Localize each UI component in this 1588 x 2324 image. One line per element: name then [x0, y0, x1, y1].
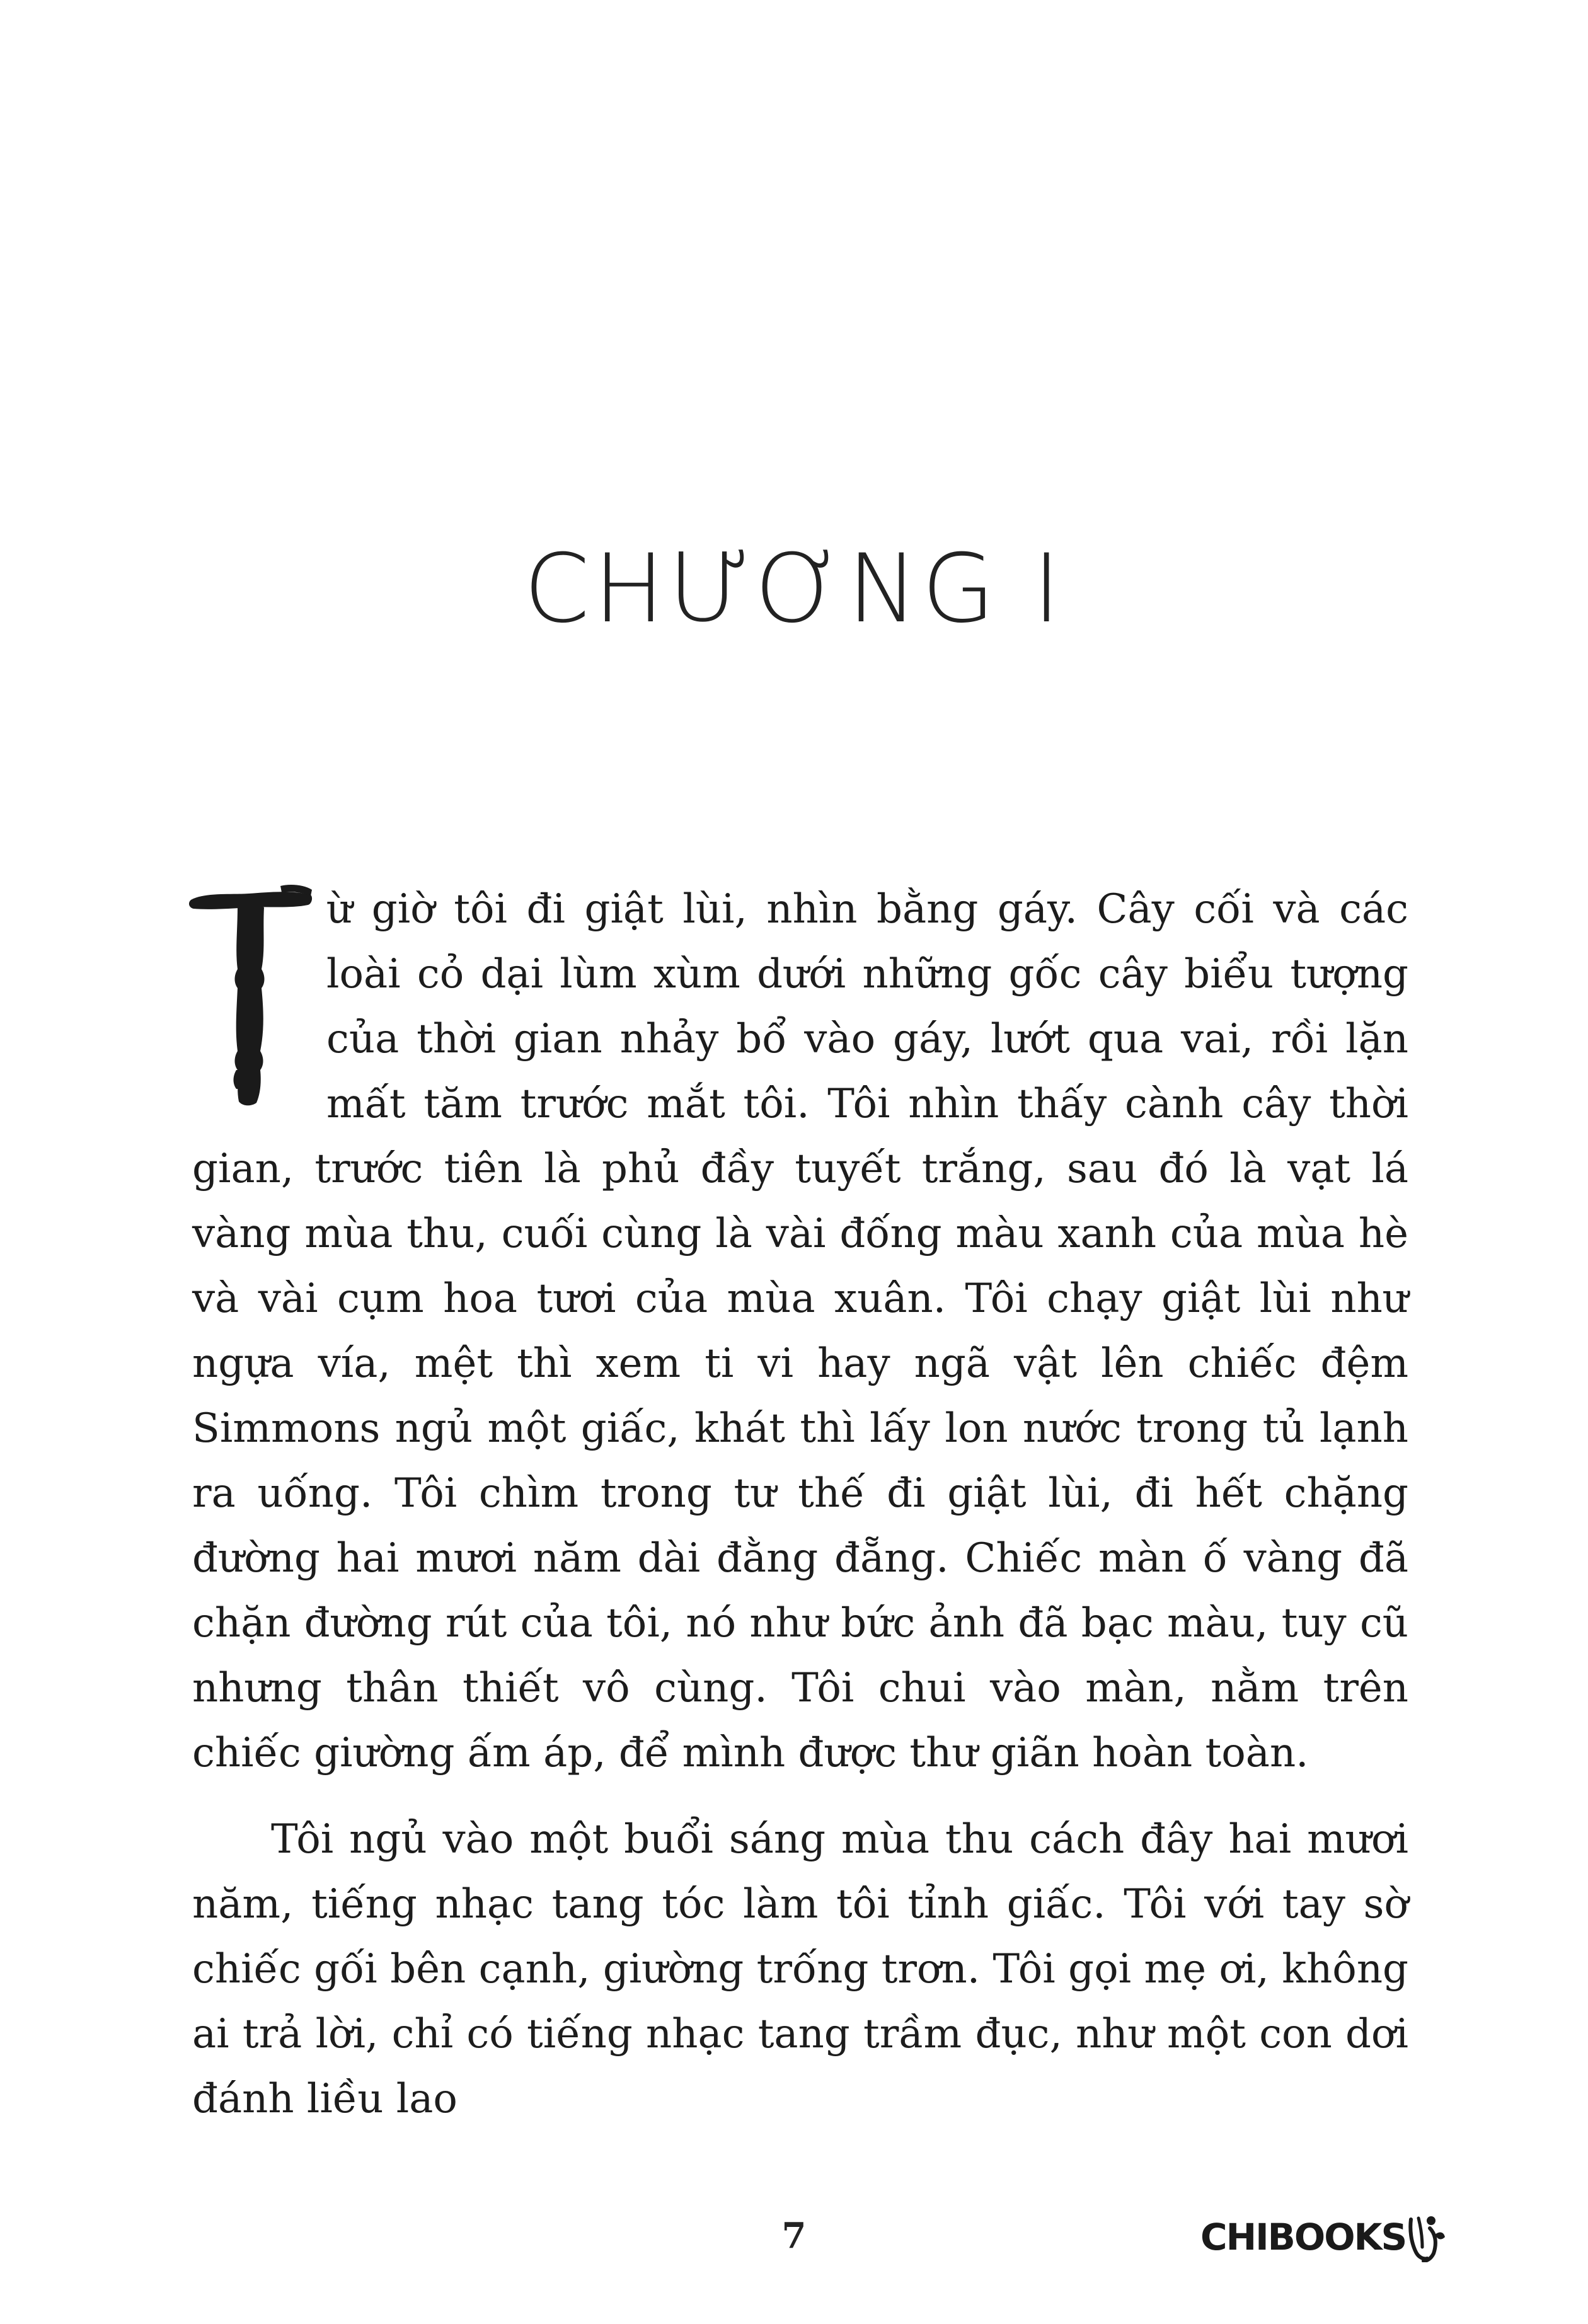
- chapter-body: [192, 877, 1408, 2132]
- paragraph-1: [192, 877, 1408, 1786]
- paragraph-1-text: ừ giờ tôi đi giật lùi, nhìn bằng gáy. Cây cối và các loài cỏ dại lùm xùm dưới những gốc cây biểu tượng của thời gian nhảy bổ vào gáy, lướt qua vai, rồi lặn mất tăm trước mắt tôi. Tôi nhìn thấy cành cây thời gian, trước tiên là phủ đầy tuyết trắng, sau đó là vạt lá vàng mùa thu, cuối cùng là vài đống màu xanh của mùa hè và vài cụm hoa tươi của mùa xuân. Tôi chạy giật lùi như ngựa vía, mệt thì xem ti vi hay ngã vật lên chiếc đệm Simmons ngủ một giấc, khát thì lấy lon nước trong tủ lạnh ra uống. Tôi chìm trong tư thế đi giật lùi, đi hết chặng đường hai mươi năm dài đằng đẵng. Chiếc màn ố vàng đã chặn đường rút của tôi, nó như bức ảnh đã bạc màu, tuy cũ nhưng thân thiết vô cùng. Tôi chui vào màn, nằm trên chiếc giường ấm áp, để mình được thư giãn hoàn toàn.: [192, 886, 1408, 1776]
- publisher-logo: [1200, 2209, 1446, 2265]
- dropcap-letter-t: [186, 881, 315, 1108]
- chapter-title: CHƯƠNG I: [524, 534, 1064, 644]
- paragraph-2: Tôi ngủ vào một buổi sáng mùa thu cách đây hai mươi năm, tiếng nhạc tang tóc làm tôi tỉnh giấc. Tôi với tay sờ chiếc gối bên cạnh, giường trống trơn. Tôi gọi mẹ ơi, không ai trả lời, chỉ có tiếng nhạc tang trầm đục, như một con dơi đánh liều lao: [192, 1816, 1408, 2122]
- page-number: 7: [781, 2215, 807, 2257]
- publisher-name: CHIBOOKS: [1200, 2216, 1407, 2258]
- leaf-figure-icon: [1407, 2212, 1446, 2262]
